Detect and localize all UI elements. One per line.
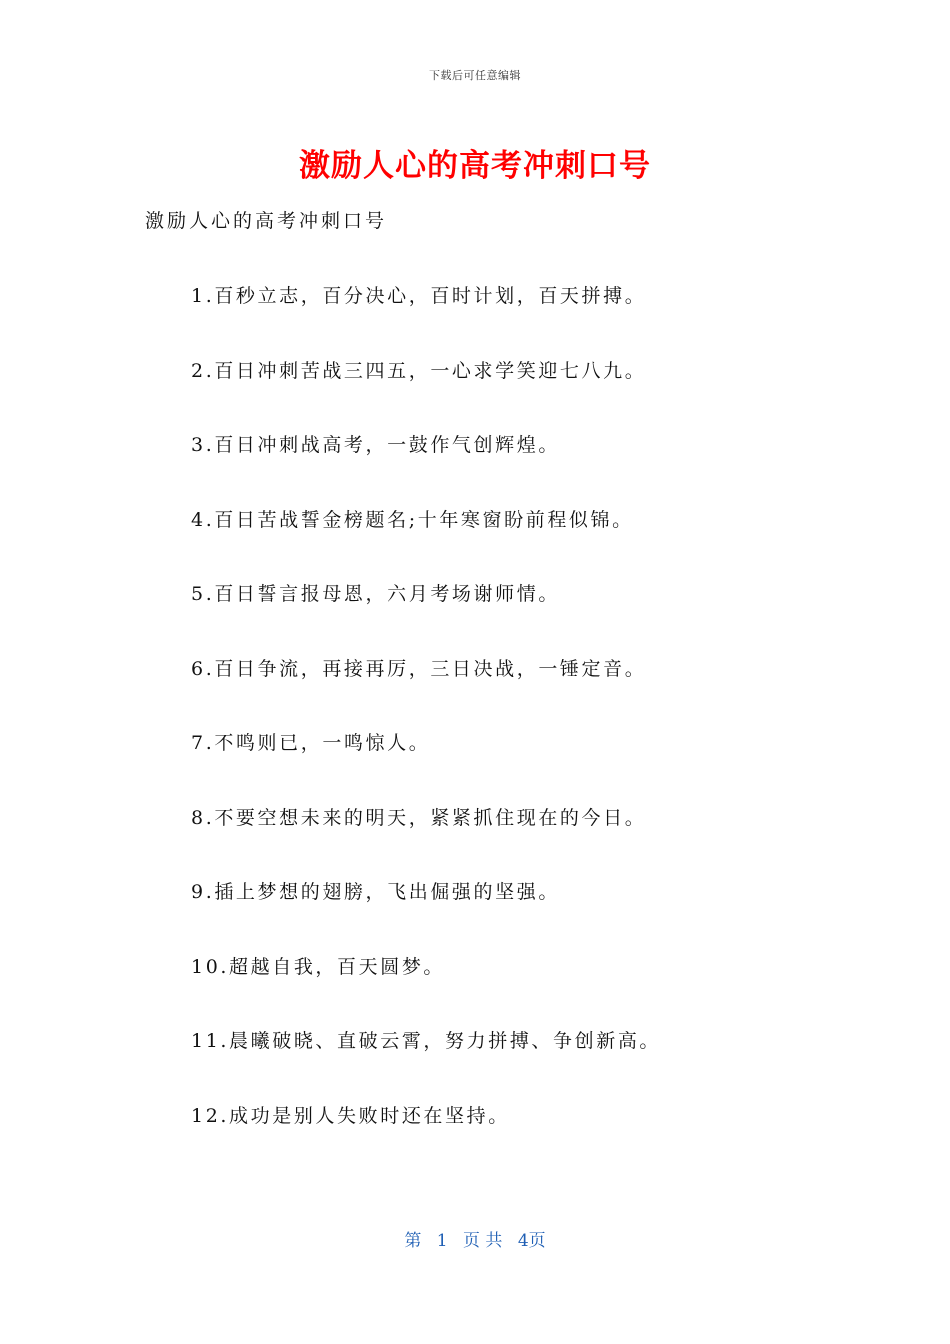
- slogan-item: 3.百日冲刺战高考，一鼓作气创辉煌。: [191, 434, 560, 456]
- document-subtitle: 激励人心的高考冲刺口号: [145, 210, 388, 232]
- page-footer: [0, 1226, 950, 1251]
- slogan-item: 6.百日争流，再接再厉，三日决战，一锤定音。: [191, 657, 647, 680]
- slogan-item: 11.晨曦破晓、直破云霄，努力拼搏、争创新高。: [191, 1030, 662, 1052]
- footer-total: 4页: [517, 1231, 546, 1251]
- slogan-item: 8.不要空想未来的明天，紧紧抓住现在的今日。: [191, 806, 647, 829]
- slogan-item: 10.超越自我，百天圆梦。: [191, 955, 446, 978]
- slogan-item: 2.百日冲刺苦战三四五，一心求学笑迎七八九。: [191, 359, 647, 382]
- slogan-list: [191, 282, 661, 1176]
- slogan-item: 12.成功是别人失败时还在坚持。: [191, 1104, 510, 1127]
- header-note: 下载后可任意编辑: [429, 69, 521, 82]
- slogan-item: 4.百日苦战誓金榜题名;十年寒窗盼前程似锦。: [191, 508, 634, 531]
- footer-middle: 页 共: [463, 1231, 503, 1251]
- slogan-item: 5.百日誓言报母恩，六月考场谢师情。: [191, 583, 560, 605]
- footer-prefix: 第: [404, 1231, 422, 1251]
- slogan-item: 9.插上梦想的翅膀，飞出倔强的坚强。: [191, 881, 560, 903]
- footer-current-page: 1: [436, 1231, 448, 1251]
- slogan-item: 7.不鸣则已，一鸣惊人。: [191, 732, 431, 754]
- slogan-item: 1.百秒立志，百分决心，百时计划，百天拼搏。: [191, 285, 647, 307]
- document-title: 激励人心的高考冲刺口号: [299, 148, 651, 184]
